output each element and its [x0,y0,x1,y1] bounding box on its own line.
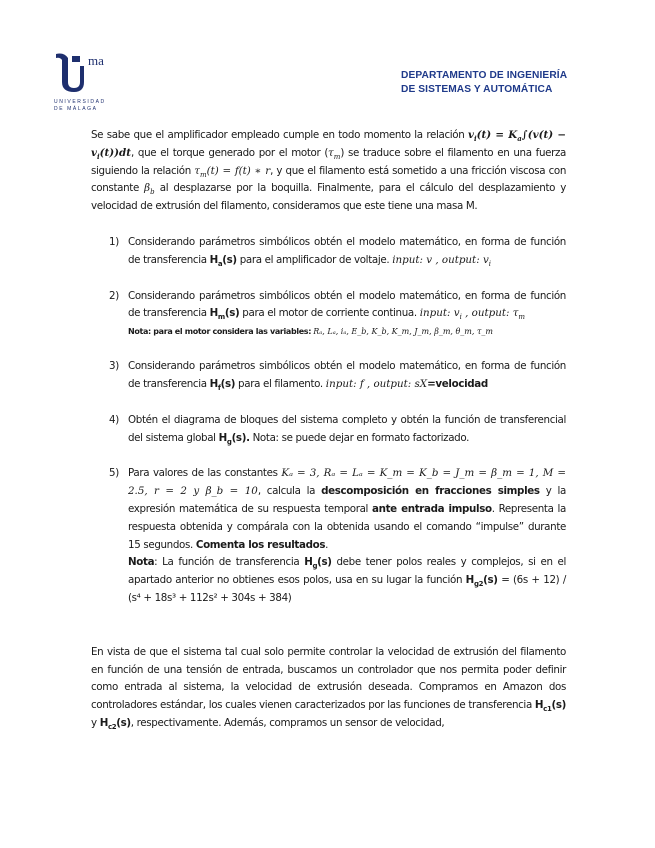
university-name-line2: DE MÁLAGA [54,106,98,112]
transfer-function-hg2: $H_{g2}(s)$ [465,574,498,589]
question-number: 4) [109,413,119,426]
note-label: Nota [128,556,155,569]
question-list [91,234,566,608]
university-name-line1: UNIVERSIDAD [54,99,106,105]
question-4: 4) Obtén el diagrama de bloques del sistema completo y obtén la función de transferencial del sistema global $H_g(s)$. Nota: se puede dejar en formato factorizado. [109,413,566,446]
io-spec: input: v , output: $v_i$ [392,253,492,268]
transfer-function-hg: $H_g(s)$. [218,431,250,446]
document-body [91,127,566,733]
hg2-formula: = (6s + 12) / (s⁴ + 18s³ + 112s² + 304s + 384) [128,574,566,604]
constants-values: Kₐ = 3, Rₐ = Lₐ = K_m = K_b = J_m = β_m = 1, M = 2.5, r = 2 y β_b = 10 [128,467,566,498]
intro-text-2: , que el torque generado por el motor ( [130,146,329,159]
io-spec: input: $v_i$ , output: $\tau_m$ [419,307,526,322]
question-2: 2) Considerando parámetros simbólicos obtén el modelo matemático, en forma de función de transferencia $H_m(s)$ para el motor de corriente continua. input: $v_i$ , output: $\tau_m$ Nota: para el motor considera las variables: Rₐ, Lₐ, iₐ, E_b, K_b, K_m, J_m, β_m, θ_m, τ_m [90,288,566,341]
question-number: 2) [109,289,119,302]
question-3: 3) Considerando parámetros simbólicos obtén el modelo matemático, en forma de función de transferencia $H_f(s)$ para el filamento. input: f , output: sX=velocidad [109,360,566,393]
partial-fractions-label: descomposición en fracciones simples [321,485,540,498]
io-spec: input: f , output: sX [325,377,428,390]
torque-relation: $\tau_m(t) = f(t)$ ∗ r [194,164,271,179]
university-emblem-icon [54,52,88,92]
transfer-function-hc2: $H_{c2}(s)$ [99,716,131,731]
department-line1: DEPARTAMENTO DE INGENIERÍA [401,70,568,81]
intro-text-3: ) se traduce sobre el filamento en una fuerza siguiendo la relación [91,146,567,177]
amplifier-equation: $v_i(t) = K_a\int(v(t) - v_i(t))dt$ [91,129,566,161]
comment-results-label: Comenta los resultados [195,538,326,551]
transfer-function-hm: $H_m(s)$ [209,307,240,322]
closing-paragraph: En vista de que el sistema tal cual solo permite controlar la velocidad de extrusión del filamento en función de una tensión de entrada, buscamos un controlador que nos permita poder definir como entrada al sistema, la velocidad de extrusión deseada. Compramos en Amazon dos controladores estándar, los cuales vienen caracterizados por las funciones de transferencia $H_{c1}(s)$ y $H_{c2}(s)$, respectivamente. Además, compramos un sensor de velocidad, [91,645,566,731]
intro-text-4: , y que el filamento está sometido a una fricción viscosa con constante [91,164,567,195]
intro-text-5: al desplazarse por la boquilla. Finalmente, para el cálculo del desplazamiento y velocidad de extrusión del filamento, consideramos que este tiene una masa M. [91,182,566,213]
impulse-input-label: ante entrada impulso [372,502,492,515]
question-number: 3) [109,360,119,373]
question-5: 5) Para valores de las constantes Kₐ = 3, Rₐ = Lₐ = K_m = K_b = J_m = β_m = 1, M = 2.5, r = 2 y β_b = 10, calcula la descomposición en fracciones simples y la expresión matemática de su respuesta temporal ante entrada impulso. Representa la respuesta obtenida y compárala con la obtenida usando el comando “impulse” durante 15 segundos. Comenta los resultados. Nota: La función de transferencia $H_g(s)$ debe tener polos reales y complejos, si en el apartado anterior no obtienes esos polos, usa en su lugar la función $H_{g2}(s) = (6s + 12) / (s^4 + 18s^3 + 112s^2 + 304s + 384)$ [109,467,567,604]
torque-symbol: $\tau_m$ [328,146,341,161]
logo-letters: ma [88,53,104,68]
department-title [401,69,567,96]
intro-paragraph [91,127,566,216]
university-logo [54,52,124,114]
friction-symbol: $\beta_b$ [144,182,155,197]
question-1: 1) Considerando parámetros simbólicos obtén el modelo matemático, en forma de función de transferencia $H_a(s)$ para el amplificador de voltaje. input: v , output: $v_i$ [109,235,566,268]
department-line2: DE SISTEMAS Y AUTOMÁTICA [401,83,553,95]
motor-note: Nota: para el motor considera las variables: Rₐ, Lₐ, iₐ, E_b, K_b, K_m, J_m, β_m, θ_m, τ_m [128,327,493,337]
question-number: 1) [109,235,119,248]
velocity-label: =velocidad [427,377,488,390]
transfer-function-hf: $H_f(s)$ [209,377,236,393]
question-number: 5) [109,467,119,480]
intro-text-1: Se sabe que el amplificador empleado cumple en todo momento la relación [91,129,465,141]
transfer-function-hg-note: $H_g(s)$ [304,556,332,571]
transfer-function-ha: $H_a(s)$ [209,253,237,268]
transfer-function-hc1: $H_{c1}(s)$ [534,699,566,714]
